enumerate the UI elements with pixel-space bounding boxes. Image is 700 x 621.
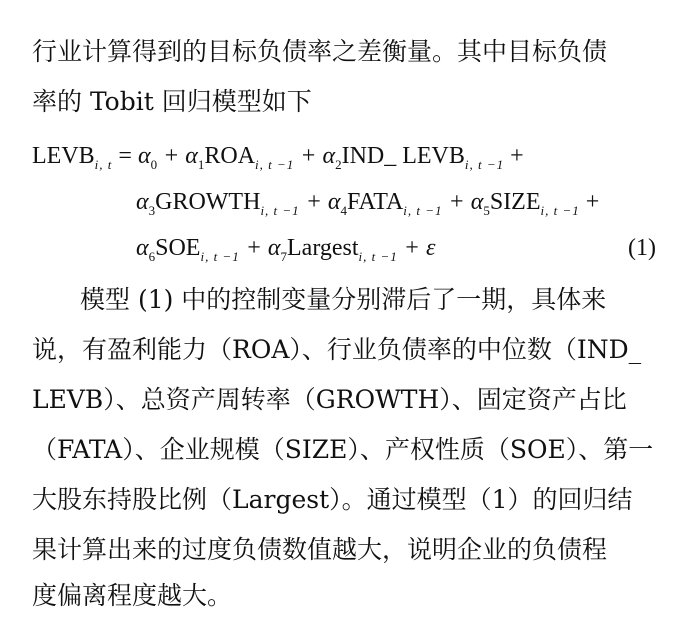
- eq-alpha-4-sub: 4: [340, 203, 347, 218]
- paragraph-2-line-2: 说，有盈利能力（ROA）、行业负债率的中位数（IND_: [32, 335, 642, 364]
- eq-largest: Largest: [287, 235, 359, 261]
- eq-roa: ROA: [204, 143, 256, 169]
- eq-alpha-0-sub: 0: [150, 157, 158, 172]
- eq-alpha-7-sub: 7: [280, 249, 287, 264]
- eq-alpha-6: α: [136, 235, 149, 261]
- eq-row2-tail: +: [585, 189, 600, 215]
- eq-alpha-5: + α: [448, 189, 484, 215]
- equation-row-2: [136, 186, 599, 227]
- eq-epsilon: + ε: [403, 235, 436, 261]
- equation-row-1: [32, 140, 524, 181]
- eq-fata: FATA: [346, 189, 404, 215]
- paragraph-2-line-3: LEVB）、总资产周转率（GROWTH）、固定资产占比: [32, 385, 627, 414]
- equation-row-3: [136, 232, 435, 273]
- eq-ind-levb: IND_ LEVB: [341, 143, 465, 169]
- paragraph-2-line-5: 大股东持股比例（Largest）。通过模型（1）的回归结: [32, 485, 633, 514]
- eq-lhs: LEVB: [32, 143, 95, 169]
- eq-growth-sub: i, t −1: [260, 203, 300, 218]
- eq-alpha-1-sub: 1: [197, 157, 205, 172]
- eq-largest-sub: i, t −1: [358, 249, 398, 264]
- eq-alpha-1: + α: [163, 143, 198, 169]
- eq-size: SIZE: [489, 189, 541, 215]
- paragraph-2-line-1: 模型 (1) 中的控制变量分别滞后了一期，具体来: [80, 285, 607, 314]
- eq-soe-sub: i, t −1: [200, 249, 240, 264]
- paragraph-2-line-4: （FATA）、企业规模（SIZE）、产权性质（SOE）、第一: [32, 435, 654, 464]
- eq-alpha-2: + α: [300, 143, 336, 169]
- paragraph-2-line-7: 度偏离程度越大。: [32, 581, 233, 610]
- eq-row1-tail: +: [510, 143, 524, 169]
- eq-size-sub: i, t −1: [540, 203, 580, 218]
- eq-alpha-5-sub: 5: [483, 203, 490, 218]
- eq-alpha-0: α: [137, 143, 151, 169]
- paragraph-1-line-2: 率的 Tobit 回归模型如下: [32, 87, 312, 116]
- eq-alpha-2-sub: 2: [335, 157, 342, 172]
- equation-number: (1): [628, 235, 656, 261]
- eq-alpha-4: + α: [305, 189, 341, 215]
- eq-alpha-7: + α: [245, 235, 281, 261]
- paragraph-1-line-1: 行业计算得到的目标负债率之差衡量。其中目标负债: [32, 37, 608, 66]
- eq-alpha-3-sub: 3: [148, 203, 156, 218]
- eq-equals: =: [118, 143, 132, 169]
- eq-alpha-3: α: [136, 189, 149, 215]
- paragraph-2-line-6: 果计算出来的过度负债数值越大，说明企业的负债程: [32, 535, 608, 564]
- eq-soe: SOE: [155, 235, 201, 261]
- eq-lhs-sub: i, t: [94, 157, 113, 172]
- eq-roa-sub: i, t −1: [255, 157, 295, 172]
- eq-ind-levb-sub: i, t −1: [464, 157, 505, 172]
- eq-fata-sub: i, t −1: [403, 203, 443, 218]
- eq-growth: GROWTH: [155, 189, 261, 215]
- eq-alpha-6-sub: 6: [148, 249, 156, 264]
